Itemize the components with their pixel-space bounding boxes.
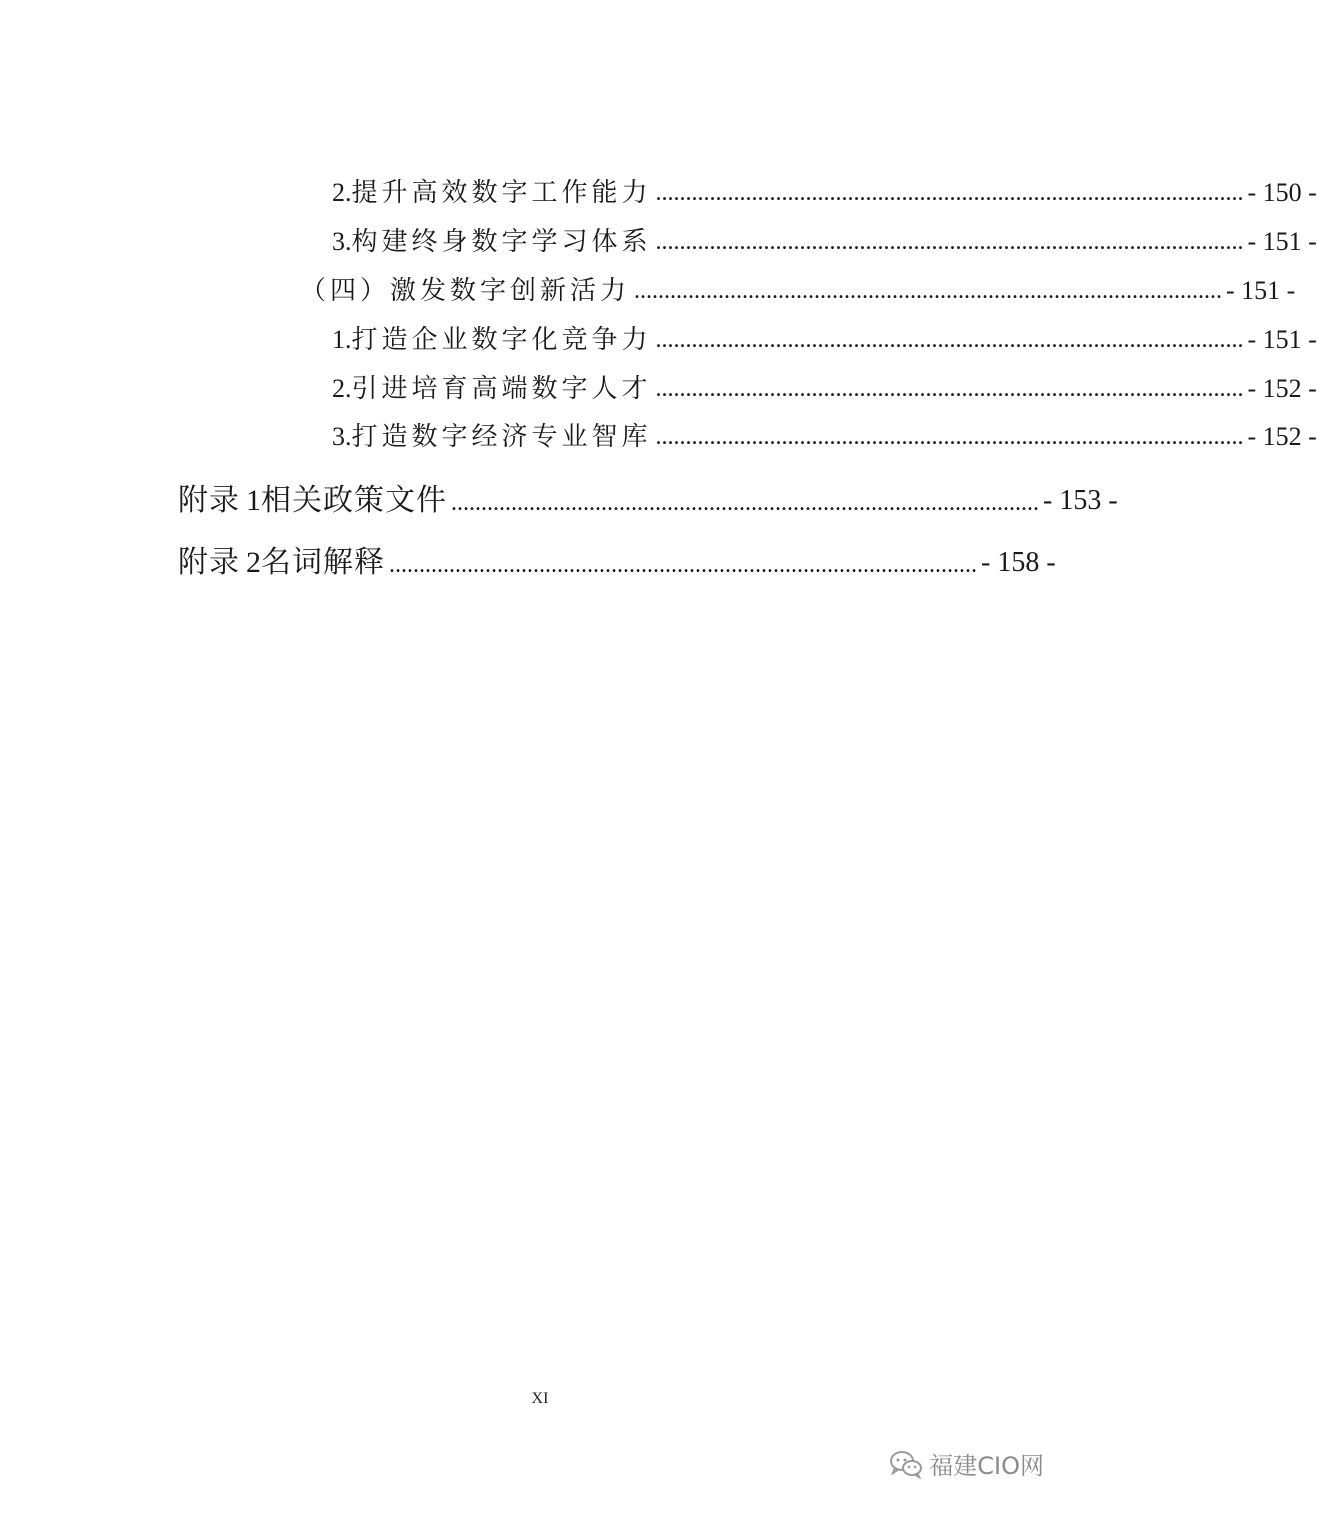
appendix-number: 1 <box>246 484 261 517</box>
toc-leader-dots: .................................................................................................. <box>634 278 1223 304</box>
appendix-title: 相关政策文件 <box>261 483 447 518</box>
toc-page-number: - 152 - <box>1247 422 1317 451</box>
toc-page-number: - 158 - <box>981 547 1056 578</box>
toc-page-number: - 151 - <box>1247 325 1317 354</box>
toc-page-number: - 153 - <box>1043 485 1118 516</box>
toc-entry-title: （四）激发数字创新活力 <box>300 276 631 306</box>
toc-entry-number: 3. <box>332 227 352 256</box>
page-number-footer: XI <box>531 1390 549 1407</box>
toc-page-number: - 150 - <box>1247 178 1317 207</box>
toc-leader-dots: .................................................................................................. <box>655 229 1244 255</box>
appendix-label: 附录 <box>178 483 240 518</box>
toc-leader-dots: .................................................................................................. <box>655 424 1244 450</box>
toc-entry-number: 3. <box>332 422 352 451</box>
toc-entry-number: 2. <box>332 374 352 403</box>
appendix-label: 附录 <box>178 545 240 580</box>
toc-entry[interactable] <box>0 408 1317 452</box>
toc-entry-title: 构建终身数字学习体系 <box>351 227 652 257</box>
toc-page-number: - 151 - <box>1247 227 1317 256</box>
toc-page-number: - 151 - <box>1226 276 1296 305</box>
toc-leader-dots: .................................................................................................. <box>451 490 1039 516</box>
toc-appendix-entry[interactable] <box>0 526 1080 582</box>
watermark-text: 福建CIO网 <box>929 1452 1044 1480</box>
toc-section-entry[interactable] <box>0 262 1296 306</box>
wechat-icon <box>889 1449 923 1479</box>
toc-entry[interactable] <box>0 360 1317 404</box>
watermark <box>889 1446 1044 1481</box>
toc-appendix-entry[interactable] <box>0 464 1118 520</box>
toc-entry-title: 提升高效数字工作能力 <box>351 178 652 208</box>
toc-leader-dots: .................................................................................................. <box>655 376 1244 402</box>
toc-leader-dots: .................................................................................................. <box>655 327 1244 353</box>
toc-entry-number: 1. <box>332 325 352 354</box>
appendix-title: 名词解释 <box>261 545 385 580</box>
toc-entry-number: 2. <box>332 178 352 207</box>
toc-entry-title: 打造数字经济专业智库 <box>351 422 652 452</box>
toc-entry[interactable] <box>0 164 1317 208</box>
appendix-number: 2 <box>246 546 261 579</box>
toc-entry[interactable] <box>0 213 1317 257</box>
toc-entry-title: 引进培育高端数字人才 <box>351 374 652 404</box>
toc-entry[interactable] <box>0 311 1317 355</box>
toc-entry-title: 打造企业数字化竞争力 <box>351 325 652 355</box>
toc-leader-dots: .................................................................................................. <box>655 180 1244 206</box>
toc-page-number: - 152 - <box>1247 374 1317 403</box>
toc-leader-dots: .................................................................................................. <box>389 552 977 578</box>
